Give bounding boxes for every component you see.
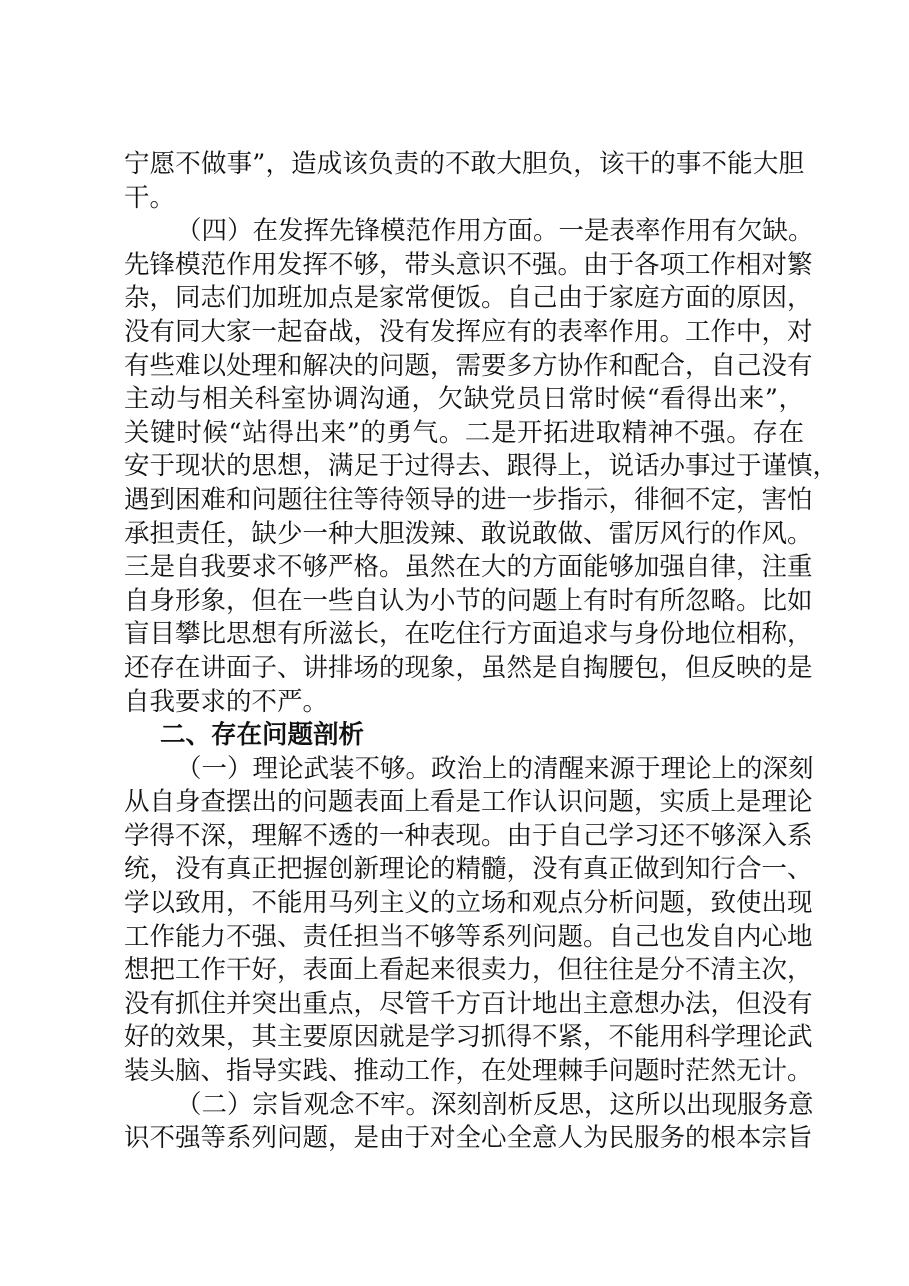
paragraph-line: 安于现状的思想，满足于过得去、跟得上，说话办事过于谨慎， xyxy=(124,451,839,482)
paragraph-line: 从自身查摆出的问题表面上看是工作认识问题，实质上是理论 xyxy=(124,787,813,818)
paragraph-line: 先锋模范作用发挥不够，带头意识不强。由于各项工作相对繁 xyxy=(124,249,813,280)
paragraph-line: 没有同大家一起奋战，没有发挥应有的表率作用。工作中，对 xyxy=(124,316,813,347)
document-body xyxy=(124,148,839,1156)
paragraph-line: 自身形象，但在一些自认为小节的问题上有时有所忽略。比如 xyxy=(124,585,813,616)
paragraph-line: 工作能力不强、责任担当不够等系列问题。自己也发自内心地 xyxy=(124,921,813,952)
section-heading: 二、存在问题剖析 xyxy=(160,720,365,751)
paragraph-first-line: （二）宗旨观念不牢。深刻剖析反思，这所以出现服务意 xyxy=(176,1089,814,1120)
paragraph-line: 宁愿不做事”，造成该负责的不敢大胆负，该干的事不能大胆 xyxy=(124,149,804,179)
paragraph-line: 学得不深，理解不透的一种表现。由于自己学习还不够深入系 xyxy=(124,820,813,851)
paragraph-line: 识不强等系列问题，是由于对全心全意人为民服务的根本宗旨 xyxy=(124,1123,813,1154)
paragraph-line: 学以致用，不能用马列主义的立场和观点分析问题，致使出现 xyxy=(124,888,813,919)
paragraph-line: 三是自我要求不够严格。虽然在大的方面能够加强自律，注重 xyxy=(124,552,813,583)
paragraph-line: 好的效果，其主要原因就是学习抓得不紧，不能用科学理论武 xyxy=(124,1022,813,1053)
paragraph-line: 关键时候“站得出来”的勇气。二是开拓进取精神不强。存在 xyxy=(124,417,804,448)
paragraph-line: 统，没有真正把握创新理论的精髓，没有真正做到知行合一、 xyxy=(124,854,813,885)
paragraph-line: 没有抓住并突出重点，尽管千方百计地出主意想办法，但没有 xyxy=(124,988,813,1019)
paragraph-line: 盲目攀比思想有所滋长，在吃住行方面追求与身份地位相称， xyxy=(124,619,813,650)
paragraph-line: 遇到困难和问题往往等待领导的进一步指示，徘徊不定，害怕 xyxy=(124,484,813,515)
paragraph-first-line: （四）在发挥先锋模范作用方面。一是表率作用有欠缺。 xyxy=(176,216,814,247)
paragraph-line: 有些难以处理和解决的问题，需要多方协作和配合，自己没有 xyxy=(124,350,813,381)
paragraph-line: 装头脑、指导实践、推动工作，在处理棘手问题时茫然无计。 xyxy=(124,1056,813,1087)
paragraph-line: 干。 xyxy=(124,182,176,213)
paragraph-line: 杂，同志们加班加点是家常便饭。自己由于家庭方面的原因， xyxy=(124,283,813,314)
paragraph-line: 承担责任，缺少一种大胆泼辣、敢说敢做、雷厉风行的作风。 xyxy=(124,518,813,549)
paragraph-line: 主动与相关科室协调沟通，欠缺党员日常时候“看得出来”， xyxy=(124,384,804,415)
paragraph-line: 还存在讲面子、讲排场的现象，虽然是自掏腰包，但反映的是 xyxy=(124,652,813,683)
paragraph-line: 自我要求的不严。 xyxy=(124,686,329,717)
paragraph-first-line: （一）理论武装不够。政治上的清醒来源于理论上的深刻 xyxy=(176,753,814,784)
paragraph-line: 想把工作干好，表面上看起来很卖力，但往往是分不清主次， xyxy=(124,955,813,986)
